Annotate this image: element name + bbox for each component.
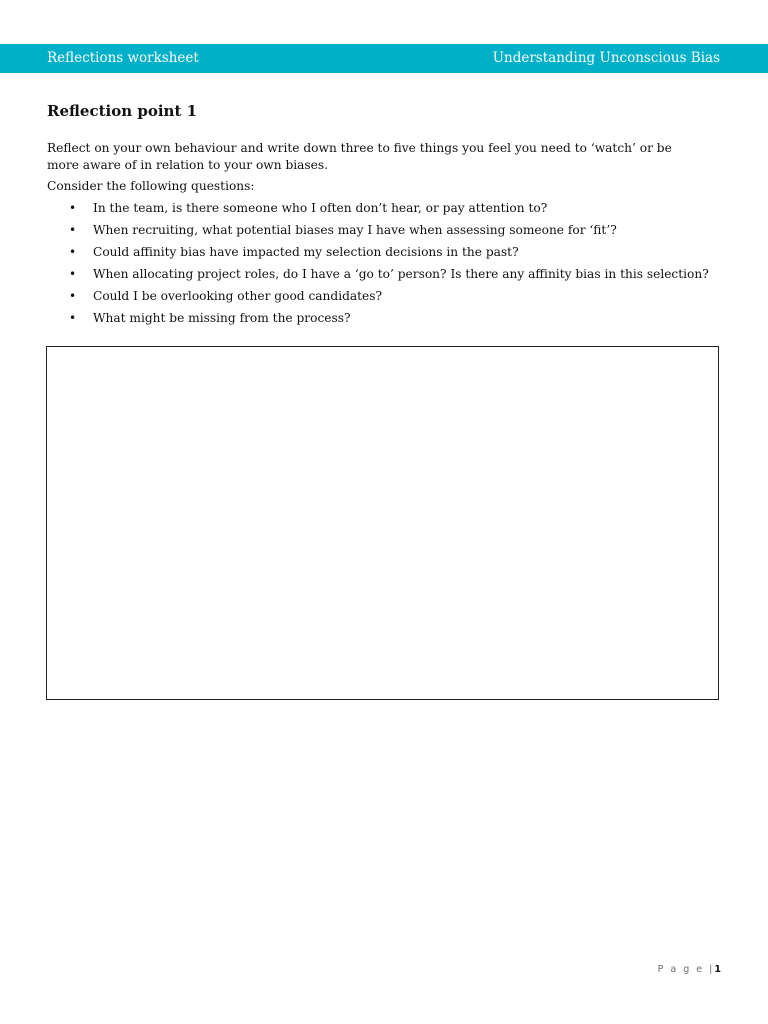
question-item [47,244,721,261]
page-footer [658,964,721,975]
question-item [47,266,721,283]
reflection-section [47,100,721,332]
bullet-icon: • [69,267,77,281]
question-list [47,200,721,327]
document-title: Reflections worksheet [47,50,199,66]
bullet-icon: • [69,201,77,215]
bullet-icon: • [69,289,77,303]
question-text: When recruiting, what potential biases may I have when assessing someone for ‘fit’? [93,223,617,237]
question-item [47,288,721,305]
course-title: Understanding Unconscious Bias [492,50,720,66]
instructions-text: Reflect on your own behaviour and write down three to five things you feel you need to ‘watch’ or be more aware of in relation to your own biases. [47,141,672,172]
question-text: Could affinity bias have impacted my selection decisions in the past? [93,245,519,259]
question-item [47,222,721,239]
response-box[interactable] [46,346,719,700]
question-text: When allocating project roles, do I have a ‘go to’ person? Is there any affinity bias in this selection? [93,267,709,281]
question-item [47,310,721,327]
header-band [0,44,768,73]
page-label: P a g e | [657,964,715,975]
question-text: Could I be overlooking other good candidates? [93,289,383,303]
section-heading: Reflection point 1 [47,102,198,120]
question-item [47,200,721,217]
bullet-icon: • [69,311,77,325]
questions-intro: Consider the following questions: [47,179,255,193]
question-text: What might be missing from the process? [93,311,351,325]
bullet-icon: • [69,223,77,237]
question-text: In the team, is there someone who I often don’t hear, or pay attention to? [93,201,548,215]
page-number: 1 [714,964,721,975]
bullet-icon: • [69,245,77,259]
